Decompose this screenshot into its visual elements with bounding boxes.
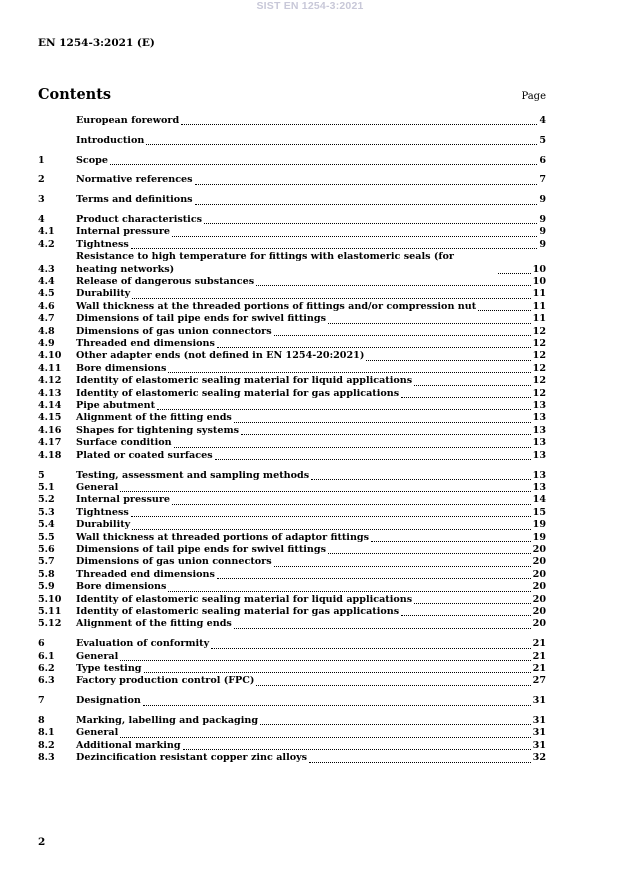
- toc-entry-title-wrap: [76, 638, 533, 650]
- toc-entry-number: 5.8: [38, 568, 55, 580]
- toc-entry-page: 20: [532, 593, 546, 605]
- toc-entry[interactable]: [38, 115, 546, 127]
- toc-leader-dots: [195, 200, 538, 205]
- toc-entry-title: Alignment of the fitting ends: [76, 412, 232, 424]
- toc-entry-title-wrap: [76, 226, 539, 238]
- toc-entry-page: 11: [532, 300, 546, 312]
- toc-entry-number: 6.2: [38, 662, 55, 674]
- toc-entry-number: 4.14: [38, 400, 62, 412]
- toc-entry-number: 6: [38, 638, 45, 650]
- toc-entry-number: 2: [38, 174, 45, 186]
- toc-entry-page: 9: [539, 226, 546, 238]
- toc-entry-title-wrap: [76, 425, 533, 437]
- toc-entry-number: 4.18: [38, 449, 62, 461]
- toc-entry[interactable]: [38, 412, 546, 424]
- toc-leader-dots: [414, 381, 530, 386]
- toc-leader-dots: [274, 562, 531, 567]
- toc-entry-page: 7: [539, 174, 546, 186]
- toc-entry-title: Evaluation of conformity: [76, 638, 210, 650]
- toc-entry[interactable]: [38, 214, 546, 226]
- toc-entry[interactable]: [38, 544, 546, 556]
- toc-entry[interactable]: [38, 350, 546, 362]
- toc-entry-number: 5.3: [38, 506, 55, 518]
- toc-leader-dots: [274, 331, 531, 336]
- toc-entry-number: 7: [38, 695, 45, 707]
- toc-entry-title: Bore dimensions: [76, 581, 167, 593]
- toc-entry-page: 6: [539, 154, 546, 166]
- toc-entry-number: 4.13: [38, 387, 62, 399]
- toc-entry-title: Durability: [76, 288, 131, 300]
- toc-entry[interactable]: [38, 752, 546, 764]
- toc-entry-title-wrap: [76, 375, 533, 387]
- toc-entry-title: Bore dimensions: [76, 362, 167, 374]
- toc-leader-dots: [328, 549, 531, 554]
- toc-entry-number: 1: [38, 154, 45, 166]
- toc-entry-title-wrap: [76, 695, 533, 707]
- toc-entry-page: 10: [532, 263, 546, 275]
- toc-entry-title-wrap: [76, 350, 533, 362]
- toc-leader-dots: [183, 745, 531, 750]
- toc-entry-page: 20: [532, 618, 546, 630]
- toc-entry-page: 31: [532, 727, 546, 739]
- page-column-label: Page: [521, 91, 546, 102]
- toc-entry[interactable]: [38, 425, 546, 437]
- toc-entry-page: 21: [532, 662, 546, 674]
- toc-entry-number: 5.10: [38, 593, 62, 605]
- toc-entry-page: 11: [532, 288, 546, 300]
- toc-entry[interactable]: [38, 606, 546, 618]
- toc-entry-title-wrap: [76, 412, 533, 424]
- toc-entry-number: 4.4: [38, 276, 55, 288]
- toc-leader-dots: [110, 160, 537, 165]
- toc-leader-dots: [211, 644, 530, 649]
- toc-entry-title: Dezincification resistant copper zinc alloys: [76, 752, 308, 764]
- toc-entry-title-wrap: [76, 326, 533, 338]
- table-of-contents: [38, 115, 546, 765]
- toc-entry-title: Pipe abutment: [76, 400, 156, 412]
- toc-entry-page: 13: [532, 437, 546, 449]
- toc-entry-page: 9: [539, 213, 546, 225]
- toc-leader-dots: [146, 140, 537, 145]
- toc-entry-title-wrap: [76, 313, 533, 325]
- toc-entry-title: Wall thickness at threaded portions of adaptor fittings: [76, 531, 370, 543]
- toc-entry[interactable]: [38, 194, 546, 206]
- toc-entry-page: 12: [532, 387, 546, 399]
- toc-entry-number: 8.2: [38, 739, 55, 751]
- toc-leader-dots: [217, 574, 531, 579]
- toc-entry-title-wrap: [76, 606, 533, 618]
- toc-entry[interactable]: [38, 388, 546, 400]
- footer-page-number: 2: [38, 836, 46, 848]
- toc-leader-dots: [168, 368, 530, 373]
- toc-entry-page: 21: [532, 650, 546, 662]
- toc-entry[interactable]: [38, 470, 546, 482]
- toc-entry-title-wrap: [76, 288, 533, 300]
- toc-entry-title-wrap: [76, 174, 539, 186]
- toc-entry-title: Testing, assessment and sampling methods: [76, 469, 310, 481]
- toc-leader-dots: [131, 512, 531, 517]
- toc-entry-title: Tightness: [76, 238, 129, 250]
- toc-entry-number: 4.3: [38, 263, 55, 275]
- toc-leader-dots: [371, 537, 531, 542]
- toc-entry-title-wrap: [76, 251, 533, 276]
- toc-entry-title: Marking, labelling and packaging: [76, 714, 259, 726]
- toc-entry-title-wrap: [76, 239, 539, 251]
- toc-entry-page: 19: [532, 531, 546, 543]
- toc-entry-title-wrap: [76, 388, 533, 400]
- toc-leader-dots: [174, 443, 531, 448]
- toc-leader-dots: [144, 668, 531, 673]
- toc-entry-title: Durability: [76, 519, 131, 531]
- toc-entry-number: 6.3: [38, 675, 55, 687]
- toc-entry-number: 4.1: [38, 226, 55, 238]
- toc-leader-dots: [132, 525, 530, 530]
- toc-entry-title: Wall thickness at the threaded portions of fittings and/or compression nut: [76, 300, 477, 312]
- toc-entry[interactable]: [38, 313, 546, 325]
- toc-entry-title-wrap: [76, 155, 539, 167]
- toc-entry-number: 5.4: [38, 519, 55, 531]
- toc-entry-title: Alignment of the fitting ends: [76, 618, 232, 630]
- toc-entry-number: 6.1: [38, 650, 55, 662]
- toc-entry-number: 4.7: [38, 313, 55, 325]
- toc-entry-page: 10: [532, 276, 546, 288]
- toc-entry-number: 4.2: [38, 238, 55, 250]
- toc-entry[interactable]: [38, 618, 546, 630]
- toc-entry-number: 4.15: [38, 412, 62, 424]
- toc-entry-title: Surface condition: [76, 437, 172, 449]
- toc-entry-title-wrap: [76, 532, 533, 544]
- toc-entry-title: Type testing: [76, 662, 142, 674]
- toc-leader-dots: [478, 306, 530, 311]
- toc-entry[interactable]: [38, 569, 546, 581]
- toc-entry-number: 4.12: [38, 375, 62, 387]
- toc-leader-dots: [256, 281, 531, 286]
- toc-leader-dots: [215, 455, 531, 460]
- toc-leader-dots: [414, 599, 530, 604]
- toc-entry[interactable]: [38, 638, 546, 650]
- toc-leader-dots: [311, 475, 531, 480]
- toc-entry-title: Designation: [76, 695, 141, 707]
- toc-entry[interactable]: [38, 532, 546, 544]
- toc-entry-title-wrap: [76, 400, 533, 412]
- toc-entry-page: 13: [532, 412, 546, 424]
- toc-leader-dots: [498, 269, 531, 274]
- toc-leader-dots: [120, 656, 530, 661]
- toc-leader-dots: [234, 418, 531, 423]
- toc-entry-number: 5.1: [38, 481, 55, 493]
- toc-entry[interactable]: [38, 715, 546, 727]
- toc-entry[interactable]: [38, 155, 546, 167]
- toc-entry-title: General: [76, 727, 119, 739]
- toc-entry[interactable]: [38, 663, 546, 675]
- toc-entry-page: 12: [532, 325, 546, 337]
- toc-entry-number: 4.10: [38, 350, 62, 362]
- toc-entry-title: Introduction: [76, 134, 145, 146]
- toc-entry-number: 4.9: [38, 338, 55, 350]
- toc-entry-title: Terms and definitions: [76, 194, 193, 206]
- toc-entry-page: 11: [532, 313, 546, 325]
- toc-entry-page: 12: [532, 338, 546, 350]
- toc-entry[interactable]: [38, 556, 546, 568]
- contents-title: Contents: [38, 86, 112, 103]
- toc-leader-dots: [120, 487, 530, 492]
- toc-entry-number: 5.9: [38, 581, 55, 593]
- toc-entry[interactable]: [38, 494, 546, 506]
- toc-entry[interactable]: [38, 276, 546, 288]
- toc-entry[interactable]: [38, 338, 546, 350]
- toc-entry[interactable]: [38, 400, 546, 412]
- toc-entry[interactable]: [38, 226, 546, 238]
- toc-entry-page: 21: [532, 638, 546, 650]
- toc-entry-number: 8.3: [38, 752, 55, 764]
- toc-entry-title: European foreword: [76, 115, 180, 126]
- toc-entry-page: 13: [532, 449, 546, 461]
- toc-entry[interactable]: [38, 288, 546, 300]
- toc-entry-title-wrap: [76, 135, 539, 147]
- toc-entry-page: 12: [532, 350, 546, 362]
- toc-leader-dots: [204, 219, 537, 224]
- toc-entry-page: 20: [532, 581, 546, 593]
- toc-entry-number: 8.1: [38, 727, 55, 739]
- toc-entry-title-wrap: [76, 581, 533, 593]
- toc-leader-dots: [195, 180, 538, 185]
- toc-entry[interactable]: [38, 651, 546, 663]
- toc-entry-title-wrap: [76, 556, 533, 568]
- toc-leader-dots: [120, 733, 530, 738]
- toc-entry-page: 19: [532, 519, 546, 531]
- toc-entry-page: 31: [532, 739, 546, 751]
- toc-entry-title-wrap: [76, 544, 533, 556]
- toc-entry-title: Normative references: [76, 174, 193, 186]
- toc-entry-title-wrap: [76, 437, 533, 449]
- toc-entry-title-wrap: [76, 470, 533, 482]
- toc-entry-number: 3: [38, 194, 45, 206]
- toc-entry[interactable]: [38, 251, 546, 276]
- toc-entry-page: 12: [532, 375, 546, 387]
- toc-entry-number: 5.2: [38, 494, 55, 506]
- toc-entry-title: Identity of elastomeric sealing material for liquid applications: [76, 593, 413, 605]
- toc-entry[interactable]: [38, 450, 546, 462]
- toc-entry-title-wrap: [76, 715, 533, 727]
- toc-entry-title: Internal pressure: [76, 226, 171, 238]
- toc-entry-title: Shapes for tightening systems: [76, 424, 239, 436]
- toc-entry-title-wrap: [76, 740, 533, 752]
- toc-entry-title: Tightness: [76, 506, 129, 518]
- toc-entry-page: 20: [532, 605, 546, 617]
- toc-entry[interactable]: [38, 727, 546, 739]
- toc-entry[interactable]: [38, 326, 546, 338]
- toc-entry-number: 4.17: [38, 437, 62, 449]
- toc-leader-dots: [168, 587, 530, 592]
- toc-leader-dots: [131, 244, 538, 249]
- toc-entry-title: Threaded end dimensions: [76, 568, 215, 580]
- toc-entry-page: 13: [532, 481, 546, 493]
- toc-entry-page: 20: [532, 556, 546, 568]
- toc-entry-title-wrap: [76, 276, 533, 288]
- toc-entry-page: 13: [532, 424, 546, 436]
- toc-entry-title: General: [76, 481, 119, 493]
- toc-leader-dots: [143, 701, 531, 706]
- toc-entry-title: Dimensions of gas union connectors: [76, 556, 272, 568]
- toc-entry-title-wrap: [76, 194, 539, 206]
- toc-entry-page: 31: [532, 695, 546, 707]
- toc-entry-page: 27: [532, 675, 546, 687]
- toc-entry-title-wrap: [76, 482, 533, 494]
- toc-entry-page: 14: [532, 494, 546, 506]
- toc-entry-number: 5.6: [38, 543, 55, 555]
- toc-entry-title: Dimensions of tail pipe ends for swivel fittings: [76, 543, 326, 555]
- toc-entry-title-wrap: [76, 663, 533, 675]
- toc-entry-title: Other adapter ends (not defined in EN 1254-20:2021): [76, 350, 365, 362]
- toc-entry-title: Internal pressure: [76, 494, 171, 506]
- toc-entry-title-wrap: [76, 727, 533, 739]
- toc-entry-page: 5: [539, 134, 546, 146]
- toc-entry-title-wrap: [76, 569, 533, 581]
- toc-entry[interactable]: [38, 740, 546, 752]
- toc-leader-dots: [401, 393, 530, 398]
- toc-entry-page: 9: [539, 238, 546, 250]
- toc-entry-title: Resistance to high temperature for fittings with elastomeric seals (for heating networks): [76, 251, 454, 275]
- toc-entry-title: Identity of elastomeric sealing material for liquid applications: [76, 375, 413, 387]
- toc-entry-title-wrap: [76, 507, 533, 519]
- toc-entry-title-wrap: [76, 519, 533, 531]
- toc-entry-page: 32: [532, 752, 546, 764]
- toc-entry-page: 20: [532, 568, 546, 580]
- toc-entry[interactable]: [38, 482, 546, 494]
- toc-entry[interactable]: [38, 507, 546, 519]
- toc-entry-title-wrap: [76, 115, 539, 127]
- toc-entry-title: Threaded end dimensions: [76, 338, 215, 350]
- toc-entry-title: Factory production control (FPC): [76, 675, 255, 687]
- toc-entry[interactable]: [38, 695, 546, 707]
- toc-entry-page: 13: [532, 469, 546, 481]
- toc-leader-dots: [172, 232, 537, 237]
- toc-entry[interactable]: [38, 301, 546, 313]
- toc-entry-number: 5: [38, 469, 45, 481]
- toc-entry-number: 5.12: [38, 618, 62, 630]
- watermark: SIST EN 1254-3:2021: [256, 0, 364, 12]
- toc-leader-dots: [256, 681, 530, 686]
- toc-leader-dots: [401, 611, 530, 616]
- toc-entry-page: 12: [532, 362, 546, 374]
- toc-entry-number: 5.11: [38, 605, 62, 617]
- toc-entry[interactable]: [38, 174, 546, 186]
- toc-leader-dots: [260, 720, 531, 725]
- toc-leader-dots: [366, 356, 530, 361]
- toc-entry-title-wrap: [76, 752, 533, 764]
- toc-entry-number: 5.5: [38, 531, 55, 543]
- toc-entry-title: Identity of elastomeric sealing material for gas applications: [76, 387, 400, 399]
- toc-entry-title-wrap: [76, 301, 533, 313]
- toc-entry[interactable]: [38, 239, 546, 251]
- toc-entry-title-wrap: [76, 338, 533, 350]
- toc-entry-number: 4.6: [38, 300, 55, 312]
- toc-entry-title-wrap: [76, 214, 539, 226]
- toc-entry-number: 4.11: [38, 362, 62, 374]
- toc-entry-page: 4: [539, 115, 546, 126]
- toc-entry[interactable]: [38, 363, 546, 375]
- toc-leader-dots: [217, 343, 531, 348]
- toc-entry-title: Scope: [76, 154, 108, 166]
- toc-entry-title-wrap: [76, 450, 533, 462]
- toc-entry-title: Dimensions of gas union connectors: [76, 325, 272, 337]
- toc-entry-title: Dimensions of tail pipe ends for swivel fittings: [76, 313, 326, 325]
- toc-entry-number: 8: [38, 714, 45, 726]
- toc-entry-title: Plated or coated surfaces: [76, 449, 213, 461]
- toc-entry[interactable]: [38, 437, 546, 449]
- document-id: EN 1254-3:2021 (E): [38, 37, 155, 49]
- toc-entry-number: 4.5: [38, 288, 55, 300]
- toc-entry-title-wrap: [76, 494, 533, 506]
- toc-entry-title: General: [76, 650, 119, 662]
- toc-leader-dots: [309, 758, 531, 763]
- toc-entry-page: 13: [532, 400, 546, 412]
- toc-entry[interactable]: [38, 375, 546, 387]
- toc-entry-page: 20: [532, 543, 546, 555]
- toc-entry[interactable]: [38, 675, 546, 687]
- toc-entry-number: 5.7: [38, 556, 55, 568]
- toc-leader-dots: [181, 120, 537, 125]
- toc-entry-number: 4: [38, 213, 45, 225]
- toc-entry[interactable]: [38, 581, 546, 593]
- toc-entry-page: 9: [539, 194, 546, 206]
- toc-entry-title-wrap: [76, 675, 533, 687]
- toc-entry[interactable]: [38, 594, 546, 606]
- toc-entry-number: 4.16: [38, 424, 62, 436]
- toc-entry-number: 4.8: [38, 325, 55, 337]
- toc-leader-dots: [172, 500, 531, 505]
- toc-entry[interactable]: [38, 519, 546, 531]
- toc-entry-title-wrap: [76, 618, 533, 630]
- toc-leader-dots: [241, 430, 531, 435]
- toc-entry[interactable]: [38, 135, 546, 147]
- toc-entry-title: Product characteristics: [76, 213, 203, 225]
- toc-entry-title: Additional marking: [76, 739, 181, 751]
- toc-leader-dots: [132, 294, 530, 299]
- toc-entry-title-wrap: [76, 651, 533, 663]
- toc-entry-title: Identity of elastomeric sealing material for gas applications: [76, 605, 400, 617]
- toc-entry-title-wrap: [76, 594, 533, 606]
- toc-leader-dots: [157, 405, 531, 410]
- toc-entry-title: Release of dangerous substances: [76, 276, 255, 288]
- toc-entry-page: 31: [532, 714, 546, 726]
- toc-entry-title-wrap: [76, 363, 533, 375]
- toc-leader-dots: [328, 319, 531, 324]
- toc-entry-page: 15: [532, 506, 546, 518]
- toc-leader-dots: [234, 624, 531, 629]
